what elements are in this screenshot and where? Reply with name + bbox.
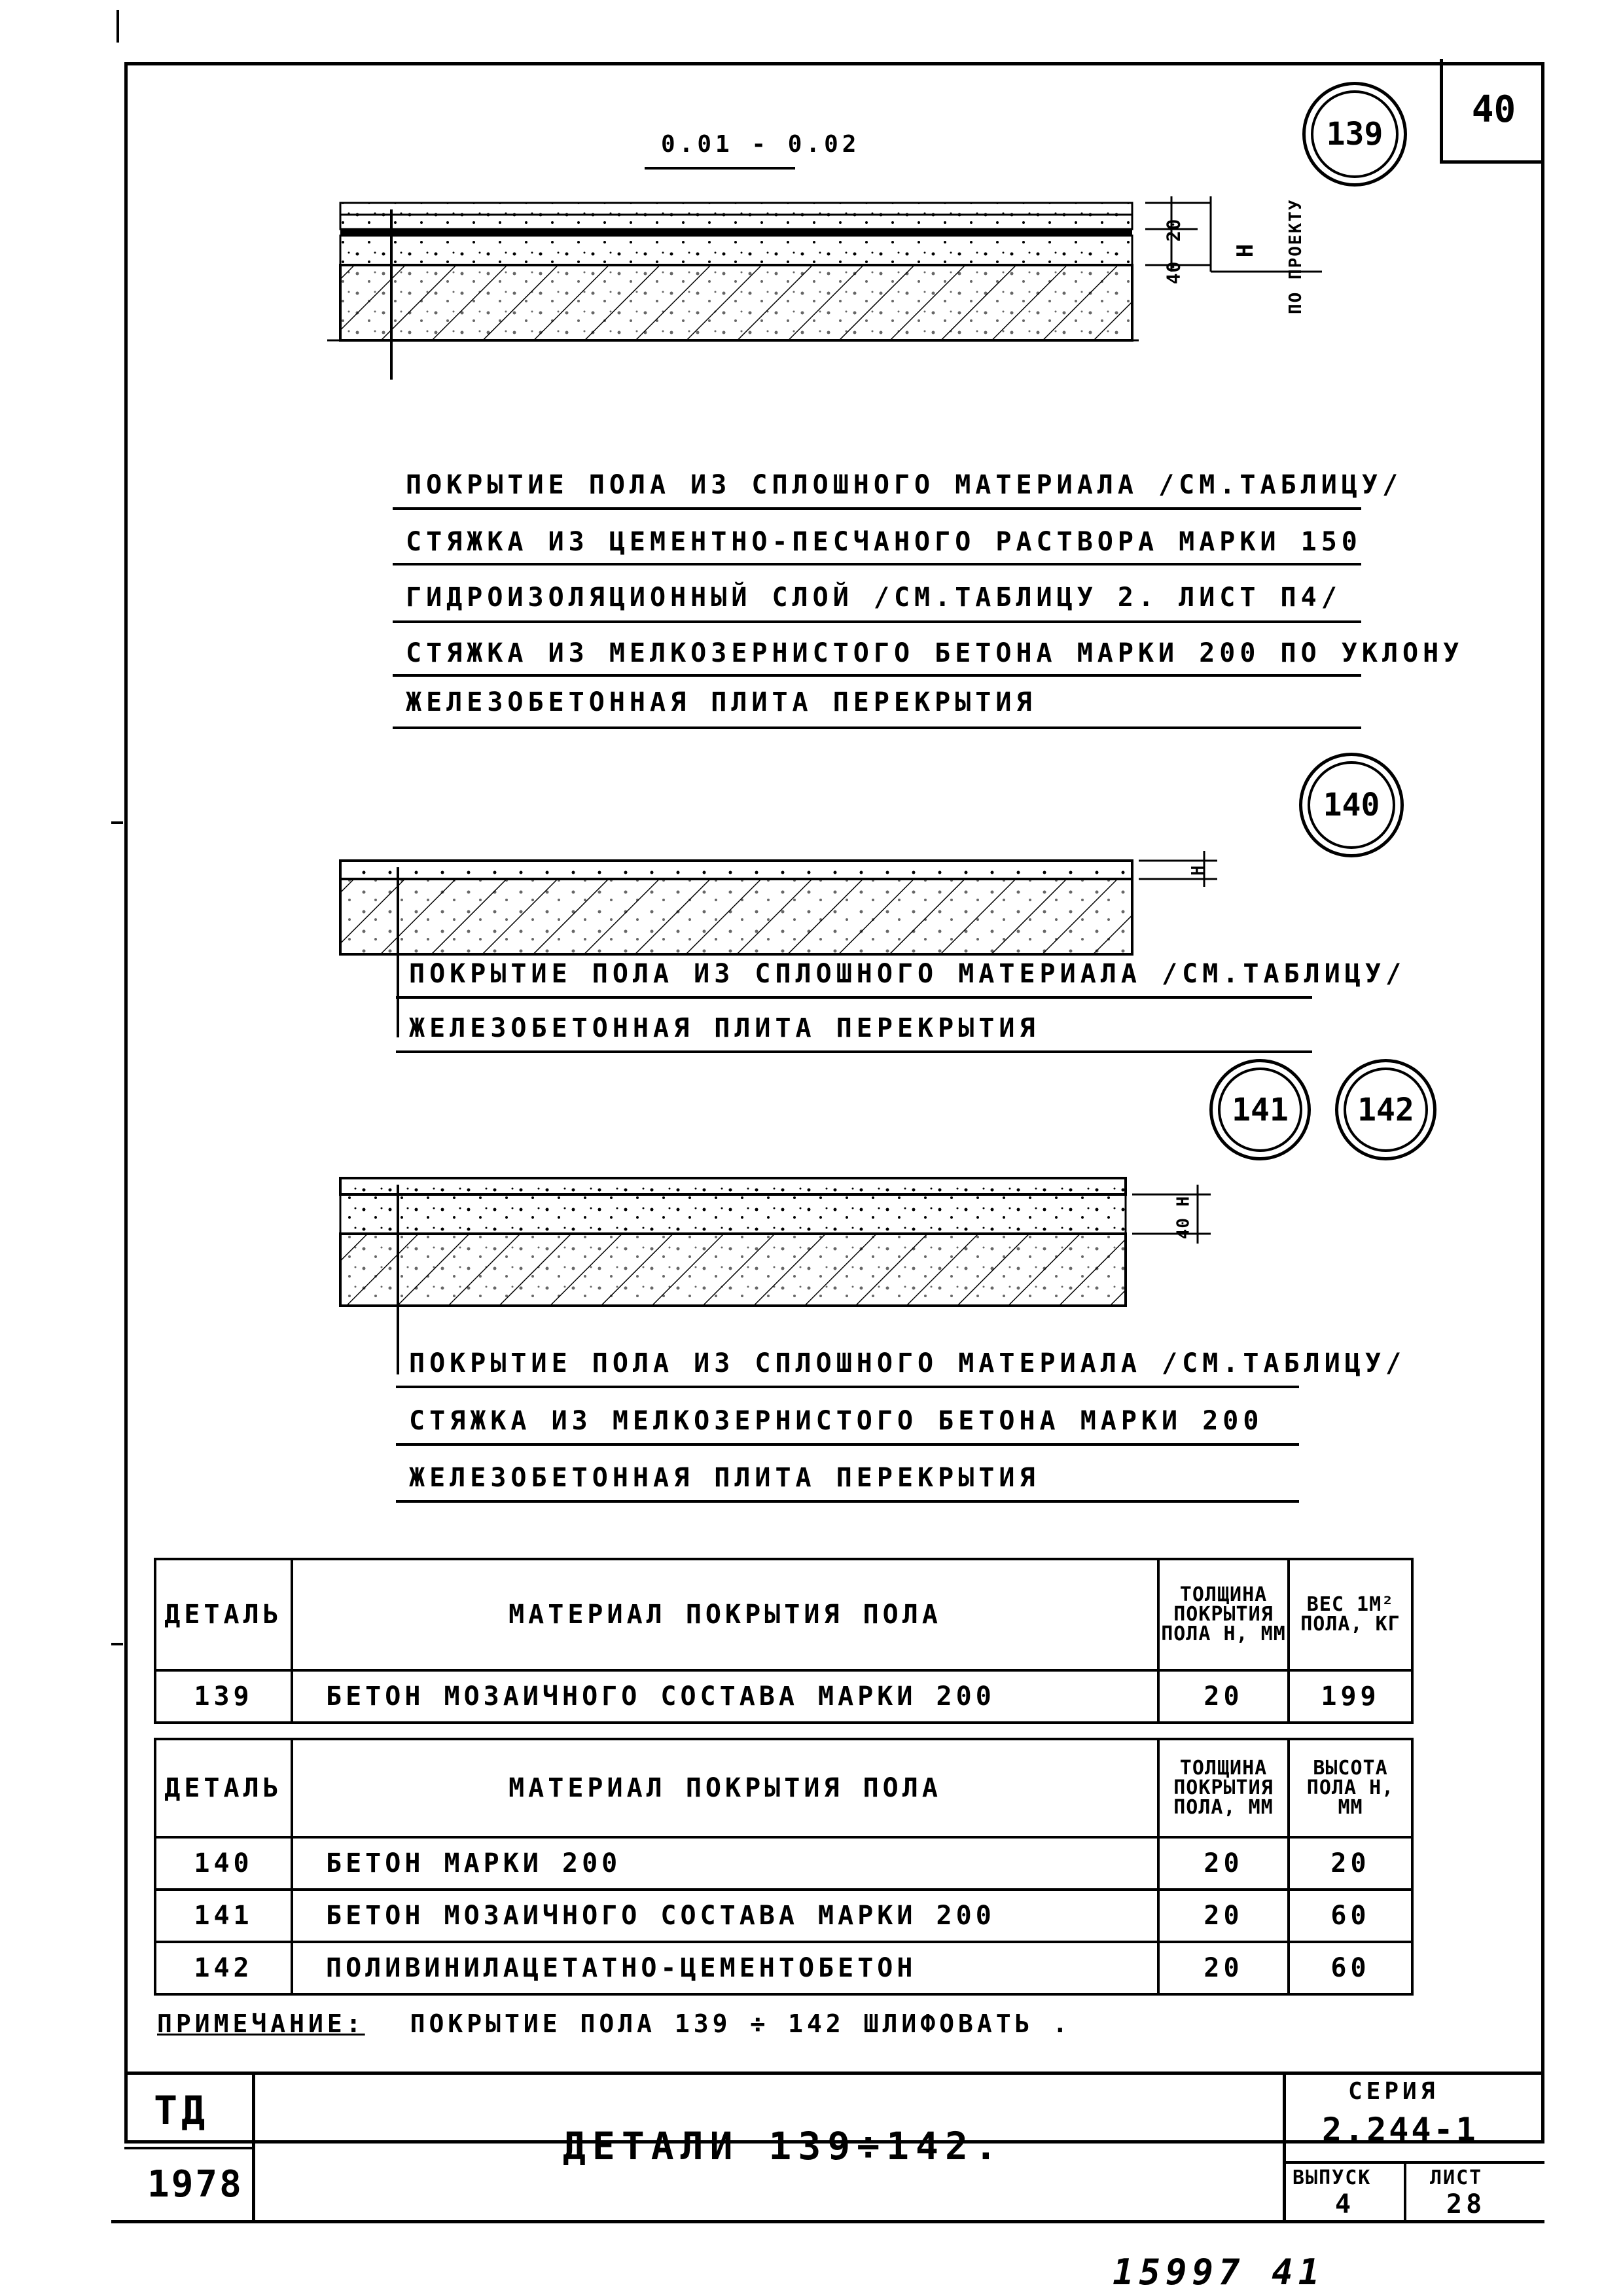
dim-note: ПО ПРОЕКТУ bbox=[1286, 198, 1306, 314]
dim-H-140: H bbox=[1188, 861, 1208, 876]
sheet-value: 28 bbox=[1446, 2189, 1486, 2219]
layer-rule bbox=[396, 1443, 1299, 1446]
detail-141-callout: 141 bbox=[1209, 1059, 1311, 1160]
series-value: 2.244-1 bbox=[1322, 2111, 1478, 2149]
layer-label: ЖЕЛЕЗОБЕТОННАЯ ПЛИТА ПЕРЕКРЫТИЯ bbox=[409, 1013, 1040, 1043]
section-mark-underline bbox=[645, 167, 795, 170]
layer-label: ГИДРОИЗОЛЯЦИОННЫЙ СЛОЙ /СМ.ТАБЛИЦУ 2. ЛИСТ П4/ bbox=[406, 583, 1342, 613]
detail-140-callout: 140 bbox=[1299, 753, 1404, 857]
section-mark: 0.01 - 0.02 bbox=[661, 131, 861, 158]
th-material: МАТЕРИАЛ ПОКРЫТИЯ ПОЛА bbox=[292, 1739, 1158, 1837]
layer-rule bbox=[393, 726, 1361, 729]
title-block-top-rule bbox=[124, 2072, 1544, 2075]
edge-tick bbox=[116, 10, 119, 43]
th-detail: ДЕТАЛЬ bbox=[155, 1559, 292, 1670]
note bbox=[157, 2009, 1071, 2038]
layer-rule bbox=[396, 1050, 1312, 1053]
title-block-divider bbox=[1283, 2161, 1544, 2164]
detail-140-section bbox=[334, 848, 1250, 1037]
table-row: 141 БЕТОН МОЗАИЧНОГО СОСТАВА МАРКИ 200 20 60 bbox=[155, 1890, 1412, 1942]
layer-rule bbox=[396, 996, 1312, 999]
edge-tick bbox=[111, 1643, 123, 1645]
series-label: СЕРИЯ bbox=[1348, 2078, 1439, 2105]
detail-139-section bbox=[327, 190, 1348, 380]
layer-rule bbox=[393, 674, 1361, 677]
th-thickness: ТОЛЩИНА ПОКРЫТИЯ ПОЛА, ММ bbox=[1158, 1739, 1289, 1837]
layer-label: ПОКРЫТИЕ ПОЛА ИЗ СПЛОШНОГО МАТЕРИАЛА /СМ.ТАБЛИЦУ/ bbox=[409, 959, 1406, 989]
dim-H: H bbox=[1232, 240, 1259, 258]
sheet-label: ЛИСТ bbox=[1430, 2166, 1483, 2189]
layer-rule bbox=[393, 563, 1361, 565]
th-thickness: ТОЛЩИНА ПОКРЫТИЯ ПОЛА Н, ММ bbox=[1158, 1559, 1289, 1670]
note-label: ПРИМЕЧАНИЕ: bbox=[157, 2009, 365, 2038]
layer-rule bbox=[393, 620, 1361, 623]
detail-139-callout: 139 bbox=[1302, 82, 1407, 187]
sheet-number-box bbox=[1440, 59, 1544, 164]
layer-rule bbox=[393, 507, 1361, 510]
layer-rule bbox=[396, 1500, 1299, 1503]
sheet-number: 40 bbox=[1471, 88, 1516, 131]
table-row: 140 БЕТОН МАРКИ 200 20 20 bbox=[155, 1837, 1412, 1890]
detail-141-142-section bbox=[334, 1165, 1250, 1374]
table-detail-140-142 bbox=[154, 1738, 1414, 1996]
layer-label: СТЯЖКА ИЗ ЦЕМЕНТНО-ПЕСЧАНОГО РАСТВОРА МАРКИ 150 bbox=[406, 527, 1362, 557]
issue-label: ВЫПУСК bbox=[1293, 2166, 1372, 2189]
edge-tick bbox=[111, 821, 123, 824]
layer-label: СТЯЖКА ИЗ МЕЛКОЗЕРНИСТОГО БЕТОНА МАРКИ 200 ПО УКЛОНУ bbox=[406, 638, 1464, 668]
issue-value: 4 bbox=[1335, 2189, 1355, 2219]
archive-stamp: 15997 41 bbox=[1113, 2251, 1325, 2293]
table-row: 139 БЕТОН МОЗАИЧНОГО СОСТАВА МАРКИ 200 20 199 bbox=[155, 1670, 1412, 1723]
table-header bbox=[155, 1739, 1412, 1837]
org-code: ТД bbox=[154, 2088, 209, 2134]
table-row: 142 ПОЛИВИНИЛАЦЕТАТНО-ЦЕМЕНТОБЕТОН 20 60 bbox=[155, 1942, 1412, 1994]
note-text: ПОКРЫТИЕ ПОЛА 139 ÷ 142 ШЛИФОВАТЬ . bbox=[410, 2009, 1072, 2038]
layer-rule bbox=[396, 1386, 1299, 1388]
table-detail-139 bbox=[154, 1558, 1414, 1724]
year: 1978 bbox=[147, 2163, 243, 2206]
sheet-title: ДЕТАЛИ 139÷142. bbox=[563, 2124, 1004, 2168]
dim-40H-141: 40 H bbox=[1173, 1195, 1194, 1240]
layer-label: ПОКРЫТИЕ ПОЛА ИЗ СПЛОШНОГО МАТЕРИАЛА /СМ.ТАБЛИЦУ/ bbox=[409, 1348, 1406, 1378]
title-block-divider bbox=[1283, 2072, 1286, 2222]
th-detail: ДЕТАЛЬ bbox=[155, 1739, 292, 1837]
title-block-divider bbox=[252, 2072, 255, 2222]
dim-20: 20 bbox=[1162, 218, 1185, 242]
layer-label: ЖЕЛЕЗОБЕТОННАЯ ПЛИТА ПЕРЕКРЫТИЯ bbox=[406, 687, 1037, 717]
detail-142-callout: 142 bbox=[1335, 1059, 1436, 1160]
title-block-bottom-rule bbox=[111, 2220, 1544, 2223]
layer-label: ЖЕЛЕЗОБЕТОННАЯ ПЛИТА ПЕРЕКРЫТИЯ bbox=[409, 1463, 1040, 1493]
th-height: ВЫСОТА ПОЛА Н, ММ bbox=[1289, 1739, 1412, 1837]
th-material: МАТЕРИАЛ ПОКРЫТИЯ ПОЛА bbox=[292, 1559, 1158, 1670]
th-weight: ВЕС 1М² ПОЛА, КГ bbox=[1289, 1559, 1412, 1670]
dim-40: 40 bbox=[1162, 260, 1185, 285]
layer-label: ПОКРЫТИЕ ПОЛА ИЗ СПЛОШНОГО МАТЕРИАЛА /СМ.ТАБЛИЦУ/ bbox=[406, 470, 1403, 500]
table-header bbox=[155, 1559, 1412, 1670]
title-block-divider bbox=[124, 2147, 252, 2149]
title-block-divider bbox=[1404, 2161, 1406, 2220]
layer-label: СТЯЖКА ИЗ МЕЛКОЗЕРНИСТОГО БЕТОНА МАРКИ 200 bbox=[409, 1406, 1264, 1436]
